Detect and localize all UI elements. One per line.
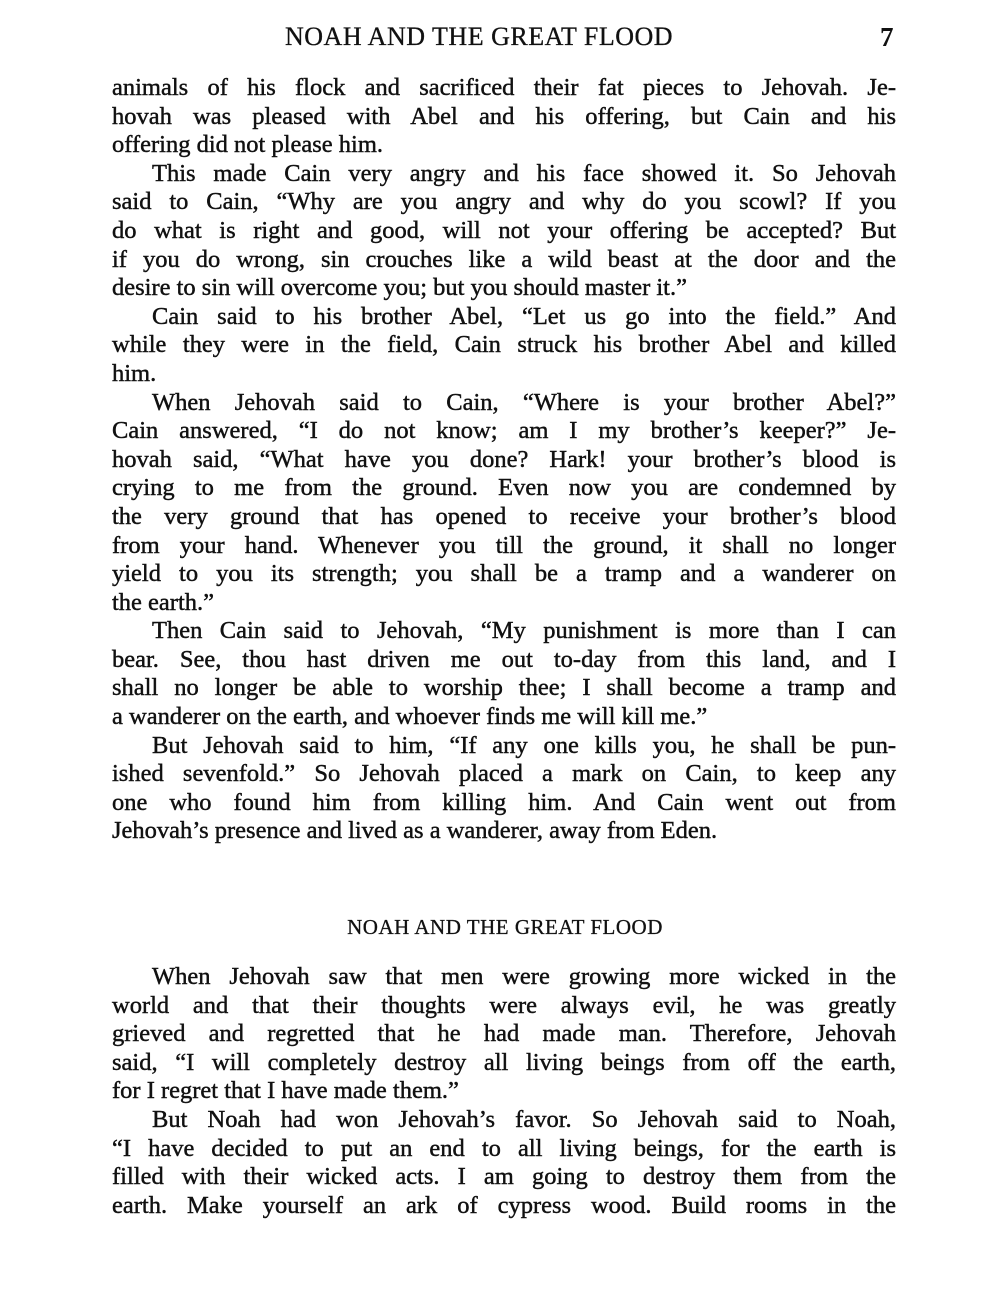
section-heading: NOAH AND THE GREAT FLOOD [347,915,663,939]
text-block-cain-and-abel [112,74,896,846]
page-number: 7 [880,22,894,52]
text-line: if you do wrong, sin crouches like a wild beast at the door and the [112,245,896,273]
paragraph [112,160,896,303]
text-line: Jehovah’s presence and lived as a wanderer, away from Eden. [112,817,718,845]
paragraph [112,303,896,389]
text-line: grieved and regretted that he had made man. Therefore, Jehovah [112,1020,896,1048]
text-line: Cain said to his brother Abel, “Let us go into the field.” And [152,302,896,330]
text-line: animals of his flock and sacrificed their fat pieces to Jehovah. Je- [112,74,896,101]
paragraph [112,732,896,846]
text-line: while they were in the field, Cain struck his brother Abel and killed [112,331,896,359]
text-line: shall no longer be able to worship thee; I shall become a tramp and [112,674,896,702]
text-line: But Noah had won Jehovah’s favor. So Jehovah said to Noah, [152,1105,896,1133]
text-line: earth. Make yourself an ark of cypress wood. Build rooms in the [112,1191,896,1219]
running-head [0,22,1000,56]
text-line: desire to sin will overcome you; but you should master it.” [112,274,687,302]
text-line: crying to me from the ground. Even now you are condemned by [112,474,896,502]
text-line: said to Cain, “Why are you angry and why do you scowl? If you [112,188,896,216]
running-head-title: NOAH AND THE GREAT FLOOD [285,22,674,51]
text-block-noah [112,963,896,1220]
text-line: When Jehovah saw that men were growing more wicked in the [152,963,896,990]
text-line: the very ground that has opened to receive your brother’s blood [112,502,896,530]
text-line: filled with their wicked acts. I am going to destroy them from the [112,1163,896,1191]
text-line: hovah said, “What have you done? Hark! your brother’s blood is [112,445,896,473]
text-line: Then Cain said to Jehovah, “My punishment is more than I can [152,617,896,645]
text-line: do what is right and good, will not your offering be accepted? But [112,216,896,244]
text-line: said, “I will completely destroy all living beings from off the earth, [112,1048,896,1076]
text-line: for I regret that I have made them.” [112,1077,459,1105]
text-line: This made Cain very angry and his face showed it. So Jehovah [152,159,896,187]
text-line: yield to you its strength; you shall be a tramp and a wanderer on [112,560,896,588]
paragraph [112,1106,896,1220]
paragraph [112,389,896,618]
text-line: “I have decided to put an end to all living beings, for the earth is [112,1134,896,1162]
text-line: bear. See, thou hast driven me out to-day from this land, and I [112,645,896,673]
text-line: offering did not please him. [112,131,384,159]
text-line: the earth.” [112,588,215,616]
text-line: him. [112,359,157,387]
paragraph [112,963,896,1106]
text-line: a wanderer on the earth, and whoever finds me will kill me.” [112,703,708,731]
paragraph [112,74,896,160]
text-line: from your hand. Whenever you till the ground, it shall no longer [112,531,896,559]
text-line: ished sevenfold.” So Jehovah placed a mark on Cain, to keep any [112,760,896,788]
paragraph [112,617,896,731]
text-line: hovah was pleased with Abel and his offering, but Cain and his [112,102,896,130]
text-line: But Jehovah said to him, “If any one kills you, he shall be pun- [152,731,896,759]
text-line: world and that their thoughts were always evil, he was greatly [112,991,896,1019]
text-line: Cain answered, “I do not know; am I my brother’s keeper?” Je- [112,417,896,445]
text-line: When Jehovah said to Cain, “Where is your brother Abel?” [152,388,896,416]
text-line: one who found him from killing him. And Cain went out from [112,788,896,816]
